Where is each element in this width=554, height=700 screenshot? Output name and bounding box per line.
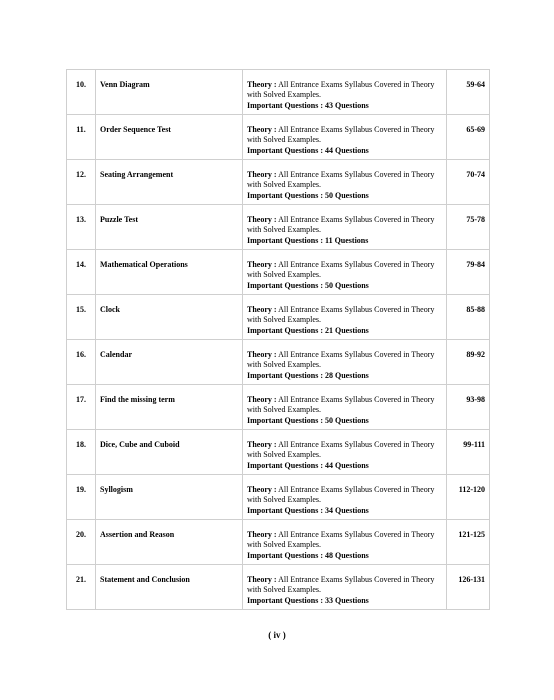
page-range: 75-78 (466, 215, 485, 224)
chapter-title-cell (96, 250, 243, 295)
important-questions: Important Questions : 43 Questions (247, 101, 369, 110)
chapter-number-cell (67, 385, 96, 430)
important-questions: Important Questions : 44 Questions (247, 146, 369, 155)
page-range-cell (447, 205, 490, 250)
theory-label: Theory : (247, 80, 277, 89)
chapter-description-cell (243, 160, 447, 205)
chapter-title: Clock (100, 305, 120, 314)
theory-label: Theory : (247, 575, 277, 584)
page-range-cell (447, 430, 490, 475)
page-range-cell (447, 115, 490, 160)
chapter-number-cell (67, 565, 96, 610)
chapter-title-cell (96, 565, 243, 610)
page-range: 89-92 (466, 350, 485, 359)
theory-text: All Entrance Exams Syllabus Covered in Theory with Solved Examples. (247, 395, 435, 414)
theory-label: Theory : (247, 395, 277, 404)
chapter-number: 15. (76, 305, 86, 314)
chapter-title: Calendar (100, 350, 132, 359)
chapter-number: 21. (76, 575, 86, 584)
chapter-description (243, 475, 446, 516)
important-questions: Important Questions : 21 Questions (247, 326, 369, 335)
chapter-description-cell (243, 295, 447, 340)
chapter-title-cell (96, 115, 243, 160)
chapter-title: Statement and Conclusion (100, 575, 190, 584)
chapter-description (243, 160, 446, 201)
theory-label: Theory : (247, 530, 277, 539)
page-range: 79-84 (466, 260, 485, 269)
chapter-description-cell (243, 115, 447, 160)
chapter-number: 16. (76, 350, 86, 359)
chapter-description (243, 430, 446, 471)
table-row (67, 520, 490, 565)
theory-label: Theory : (247, 485, 277, 494)
table-row (67, 475, 490, 520)
page-range-cell (447, 565, 490, 610)
chapter-title: Seating Arrangement (100, 170, 174, 179)
page-range: 112-120 (458, 485, 485, 494)
important-questions: Important Questions : 50 Questions (247, 281, 369, 290)
theory-text: All Entrance Exams Syllabus Covered in Theory with Solved Examples. (247, 575, 435, 594)
theory-label: Theory : (247, 260, 277, 269)
theory-label: Theory : (247, 215, 277, 224)
theory-label: Theory : (247, 440, 277, 449)
chapter-title: Puzzle Test (100, 215, 138, 224)
theory-text: All Entrance Exams Syllabus Covered in Theory with Solved Examples. (247, 260, 435, 279)
theory-text: All Entrance Exams Syllabus Covered in Theory with Solved Examples. (247, 485, 435, 504)
chapter-number: 11. (76, 125, 86, 134)
theory-label: Theory : (247, 170, 277, 179)
important-questions: Important Questions : 44 Questions (247, 461, 369, 470)
chapter-description-cell (243, 250, 447, 295)
chapter-number: 18. (76, 440, 86, 449)
chapter-description (243, 295, 446, 336)
important-questions: Important Questions : 11 Questions (247, 236, 369, 245)
important-questions: Important Questions : 33 Questions (247, 596, 369, 605)
table-row (67, 430, 490, 475)
chapter-description-cell (243, 520, 447, 565)
table-row (67, 115, 490, 160)
chapter-description (243, 565, 446, 606)
page-range: 93-98 (466, 395, 485, 404)
chapter-title: Mathematical Operations (100, 260, 188, 269)
page-range: 85-88 (466, 305, 485, 314)
chapter-description-cell (243, 565, 447, 610)
page-range: 121-125 (458, 530, 485, 539)
important-questions: Important Questions : 34 Questions (247, 506, 369, 515)
page-number: ( iv ) (268, 630, 286, 640)
page-range: 99-111 (463, 440, 485, 449)
chapter-title-cell (96, 520, 243, 565)
chapter-title-cell (96, 475, 243, 520)
chapter-title-cell (96, 70, 243, 115)
page-range-cell (447, 250, 490, 295)
contents-table (66, 69, 490, 610)
chapter-description (243, 205, 446, 246)
page-range-cell (447, 295, 490, 340)
chapter-title-cell (96, 385, 243, 430)
chapter-number: 13. (76, 215, 86, 224)
page-range: 59-64 (466, 80, 485, 89)
chapter-title-cell (96, 160, 243, 205)
chapter-description-cell (243, 430, 447, 475)
chapter-title: Assertion and Reason (100, 530, 175, 539)
important-questions: Important Questions : 50 Questions (247, 416, 369, 425)
chapter-title: Find the missing term (100, 395, 175, 404)
table-row (67, 565, 490, 610)
chapter-number-cell (67, 205, 96, 250)
table-row (67, 205, 490, 250)
chapter-number: 10. (76, 80, 86, 89)
chapter-number-cell (67, 295, 96, 340)
table-row (67, 385, 490, 430)
chapter-title-cell (96, 430, 243, 475)
page-range-cell (447, 520, 490, 565)
chapter-number: 20. (76, 530, 86, 539)
table-row (67, 340, 490, 385)
table-row (67, 70, 490, 115)
chapter-number-cell (67, 160, 96, 205)
chapter-number: 19. (76, 485, 86, 494)
chapter-number-cell (67, 70, 96, 115)
theory-text: All Entrance Exams Syllabus Covered in Theory with Solved Examples. (247, 530, 435, 549)
chapter-title: Order Sequence Test (100, 125, 171, 134)
chapter-title: Venn Diagram (100, 80, 150, 89)
page-range-cell (447, 475, 490, 520)
table-row (67, 250, 490, 295)
chapter-description (243, 70, 446, 111)
chapter-description-cell (243, 70, 447, 115)
theory-text: All Entrance Exams Syllabus Covered in Theory with Solved Examples. (247, 170, 435, 189)
theory-text: All Entrance Exams Syllabus Covered in Theory with Solved Examples. (247, 440, 435, 459)
theory-text: All Entrance Exams Syllabus Covered in Theory with Solved Examples. (247, 215, 435, 234)
chapter-number: 12. (76, 170, 86, 179)
chapter-number-cell (67, 430, 96, 475)
page-range: 126-131 (458, 575, 485, 584)
chapter-title: Dice, Cube and Cuboid (100, 440, 180, 449)
chapter-number-cell (67, 520, 96, 565)
contents-table-body (67, 70, 490, 610)
chapter-description (243, 520, 446, 561)
page-range-cell (447, 340, 490, 385)
chapter-title-cell (96, 340, 243, 385)
chapter-description (243, 385, 446, 426)
theory-text: All Entrance Exams Syllabus Covered in Theory with Solved Examples. (247, 125, 435, 144)
chapter-title-cell (96, 205, 243, 250)
table-row (67, 295, 490, 340)
chapter-description-cell (243, 205, 447, 250)
theory-text: All Entrance Exams Syllabus Covered in Theory with Solved Examples. (247, 80, 435, 99)
important-questions: Important Questions : 28 Questions (247, 371, 369, 380)
important-questions: Important Questions : 48 Questions (247, 551, 369, 560)
chapter-title-cell (96, 295, 243, 340)
theory-label: Theory : (247, 350, 277, 359)
chapter-description (243, 115, 446, 156)
chapter-number-cell (67, 475, 96, 520)
chapter-description-cell (243, 385, 447, 430)
page-range: 70-74 (466, 170, 485, 179)
page-range-cell (447, 385, 490, 430)
chapter-description-cell (243, 475, 447, 520)
theory-label: Theory : (247, 125, 277, 134)
chapter-number-cell (67, 250, 96, 295)
chapter-description-cell (243, 340, 447, 385)
chapter-description (243, 340, 446, 381)
page-range-cell (447, 160, 490, 205)
page-range-cell (447, 70, 490, 115)
chapter-number-cell (67, 115, 96, 160)
theory-text: All Entrance Exams Syllabus Covered in Theory with Solved Examples. (247, 305, 435, 324)
theory-label: Theory : (247, 305, 277, 314)
important-questions: Important Questions : 50 Questions (247, 191, 369, 200)
chapter-number: 17. (76, 395, 86, 404)
chapter-number-cell (67, 340, 96, 385)
theory-text: All Entrance Exams Syllabus Covered in Theory with Solved Examples. (247, 350, 435, 369)
chapter-title: Syllogism (100, 485, 133, 494)
page-range: 65-69 (466, 125, 485, 134)
chapter-number: 14. (76, 260, 86, 269)
table-row (67, 160, 490, 205)
chapter-description (243, 250, 446, 291)
